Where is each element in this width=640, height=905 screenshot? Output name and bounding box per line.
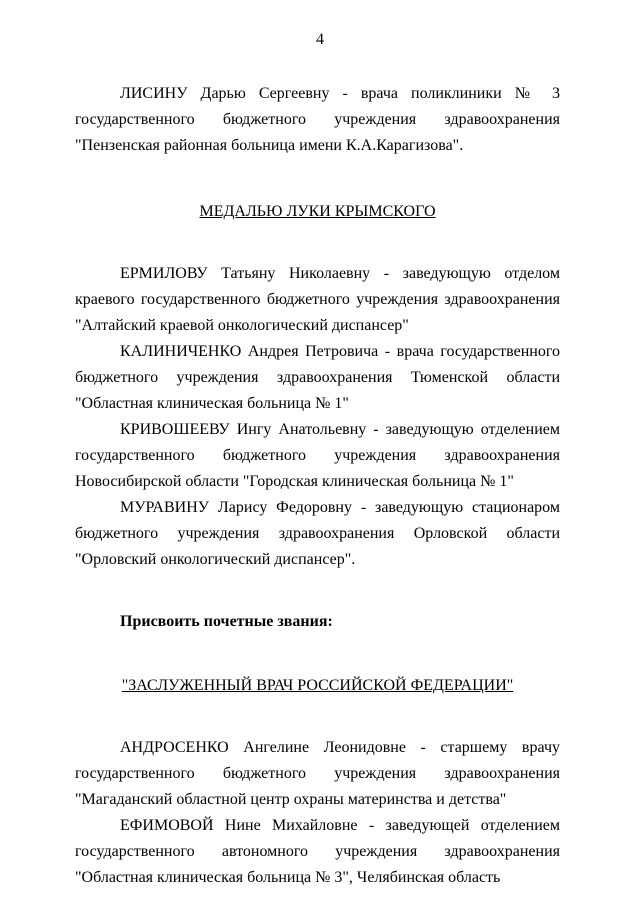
document-body bbox=[75, 81, 560, 891]
award-entry-androsenko: АНДРОСЕНКО Ангелине Леонидовне - старшему врачу государственного бюджетного учреждения здравоохранения "Магаданский областной центр охраны материнства и детства" bbox=[75, 739, 560, 808]
section-heading-honored-doctor: "ЗАСЛУЖЕННЫЙ ВРАЧ РОССИЙСКОЙ ФЕДЕРАЦИИ" bbox=[121, 677, 514, 694]
section-heading-honorary-titles: Присвоить почетные звания: bbox=[120, 613, 333, 630]
award-entry-ermilova: ЕРМИЛОВУ Татьяну Николаевну - заведующую отделом краевого государственного бюджетного учреждения здравоохранения "Алтайский краевой онкологический диспансер" bbox=[75, 265, 560, 334]
award-entry-muravina: МУРАВИНУ Ларису Федоровну - заведующую стационаром бюджетного учреждения здравоохранения Орловской области "Орловский онкологический диспансер". bbox=[75, 499, 560, 568]
award-entry-kalinichenko: КАЛИНИЧЕНКО Андрея Петровича - врача государственного бюджетного учреждения здравоохранения Тюменской области "Областная клиническая больница № 1" bbox=[75, 343, 560, 412]
award-entry-krivosheeva: КРИВОШЕЕВУ Ингу Анатольевну - заведующую отделением государственного бюджетного учреждения здравоохранения Новосибирской области "Городская клиническая больница № 1" bbox=[75, 421, 560, 490]
award-entry-efimova: ЕФИМОВОЙ Нине Михайловне - заведующей отделением государственного автономного учреждения здравоохранения "Областная клиническая больница № 3", Челябинская область bbox=[75, 817, 560, 886]
page-number: 4 bbox=[316, 31, 324, 48]
award-entry-lisina: ЛИСИНУ Дарью Сергеевну - врача поликлиники № 3 государственного бюджетного учреждения здравоохранения "Пензенская районная больница имени К.А.Карагизова". bbox=[75, 85, 560, 154]
section-heading-medal: МЕДАЛЬЮ ЛУКИ КРЫМСКОГО bbox=[199, 203, 436, 220]
